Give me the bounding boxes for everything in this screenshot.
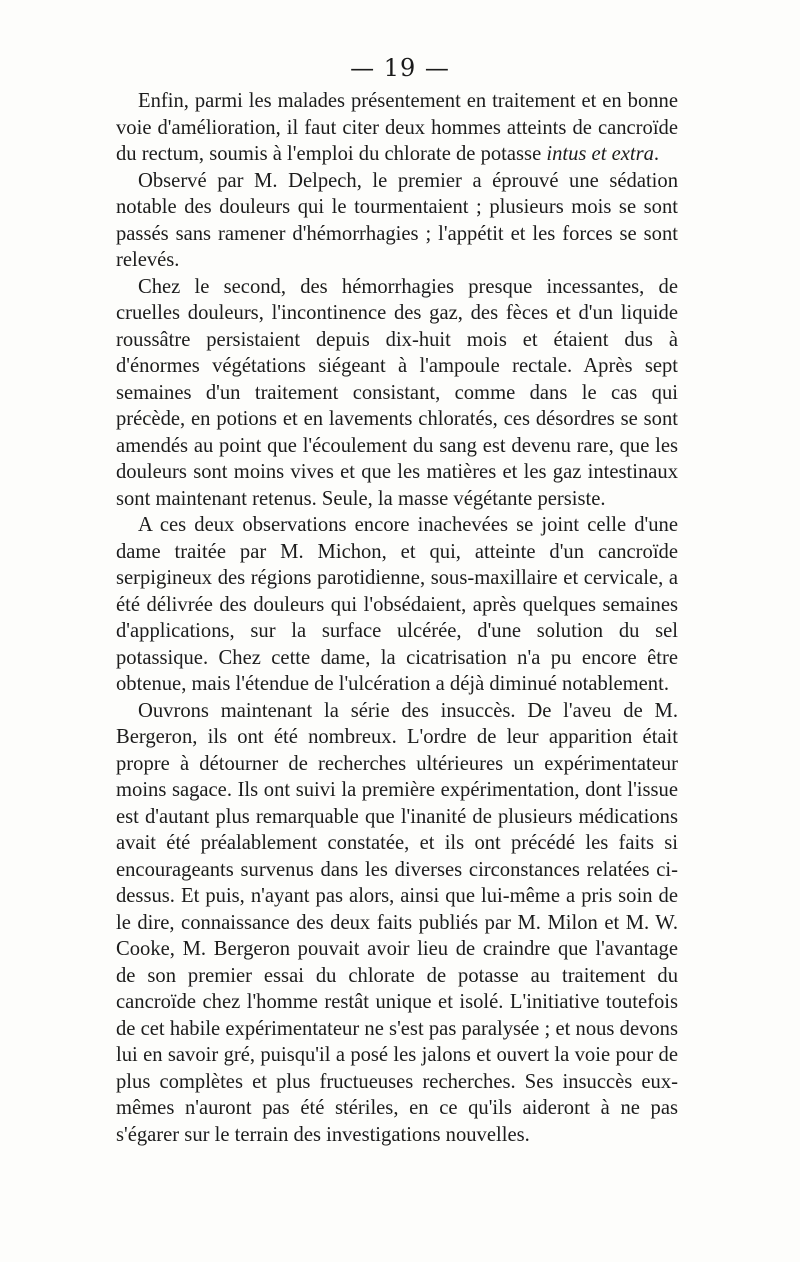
paragraph-1 — [116, 88, 678, 168]
page-number: — 19 — — [350, 54, 450, 82]
paragraph-2: Observé par M. Delpech, le premier a éprouvé une sédation notable des douleurs qui le tourmentaient ; plusieurs mois se sont passés sans ramener d'hémorrhagies ; l'appétit et les forces se sont relevés. — [116, 169, 678, 271]
paragraph-1-after: . — [653, 143, 660, 165]
body-text — [116, 88, 678, 1148]
paragraph-3: Chez le second, des hémorrhagies presque incessantes, de cruelles douleurs, l'incontinence des gaz, des fèces et d'un liquide roussâtre persistaient depuis dix-huit mois et étaient dus à d'énormes végétations siégeant à l'ampoule rectale. Après sept semaines d'un traitement consistant, comme dans le cas qui précède, en potions et en lavements chloratés, ces désordres se sont amendés au point que l'écoulement du sang est devenu rare, que les douleurs sont moins vives et que les matières et les gaz intestinaux sont maintenant retenus. Seule, la masse végétante persiste. — [116, 275, 678, 510]
paragraph-4: A ces deux observations encore inachevées se joint celle d'une dame traitée par M. Michon, et qui, atteinte d'un cancroïde serpigineux des régions parotidienne, sous-maxillaire et cervicale, a été délivrée des douleurs qui l'obsédaient, après quelques semaines d'applications, sur la surface ulcérée, d'une solution du sel potassique. Chez cette dame, la cicatrisation n'a pu encore être obtenue, mais l'étendue de l'ulcération a déjà diminué notablement. — [116, 514, 678, 695]
paragraph-1-text: Enfin, parmi les malades présentement en traitement et en bonne voie d'amélioration, il faut citer deux hommes atteints de cancroïde du rectum, soumis à l'emploi du chlorate de potasse — [116, 90, 678, 165]
paragraph-5: Ouvrons maintenant la série des insuccès. De l'aveu de M. Bergeron, ils ont été nombreux. L'ordre de leur apparition était propre à détourner de recherches ultérieures un expérimentateur moins sagace. Ils ont suivi la première expérimentation, dont l'issue est d'autant plus remarquable que l'inanité de plusieurs médications avait été préalablement constatée, et ils ont précédé les faits si encourageants survenus dans les diverses circonstances relatées ci-dessus. Et puis, n'ayant pas alors, ainsi que lui-même a pris soin de le dire, connaissance des deux faits publiés par M. Milon et M. W. Cooke, M. Bergeron pouvait avoir lieu de craindre que l'avantage de son premier essai du chlorate de potasse au traitement du cancroïde chez l'homme restât unique et isolé. L'initiative toutefois de cet habile expérimentateur ne s'est pas paralysée ; et nous devons lui en savoir gré, puisqu'il a posé les jalons et ouvert la voie pour de plus complètes et plus fructueuses recherches. Ses insuccès eux-mêmes n'auront pas été stériles, en ce qu'ils aideront à ne pas s'égarer sur le terrain des investigations nouvelles. — [116, 699, 678, 1146]
paragraph-1-italic: intus et extra — [546, 143, 654, 165]
